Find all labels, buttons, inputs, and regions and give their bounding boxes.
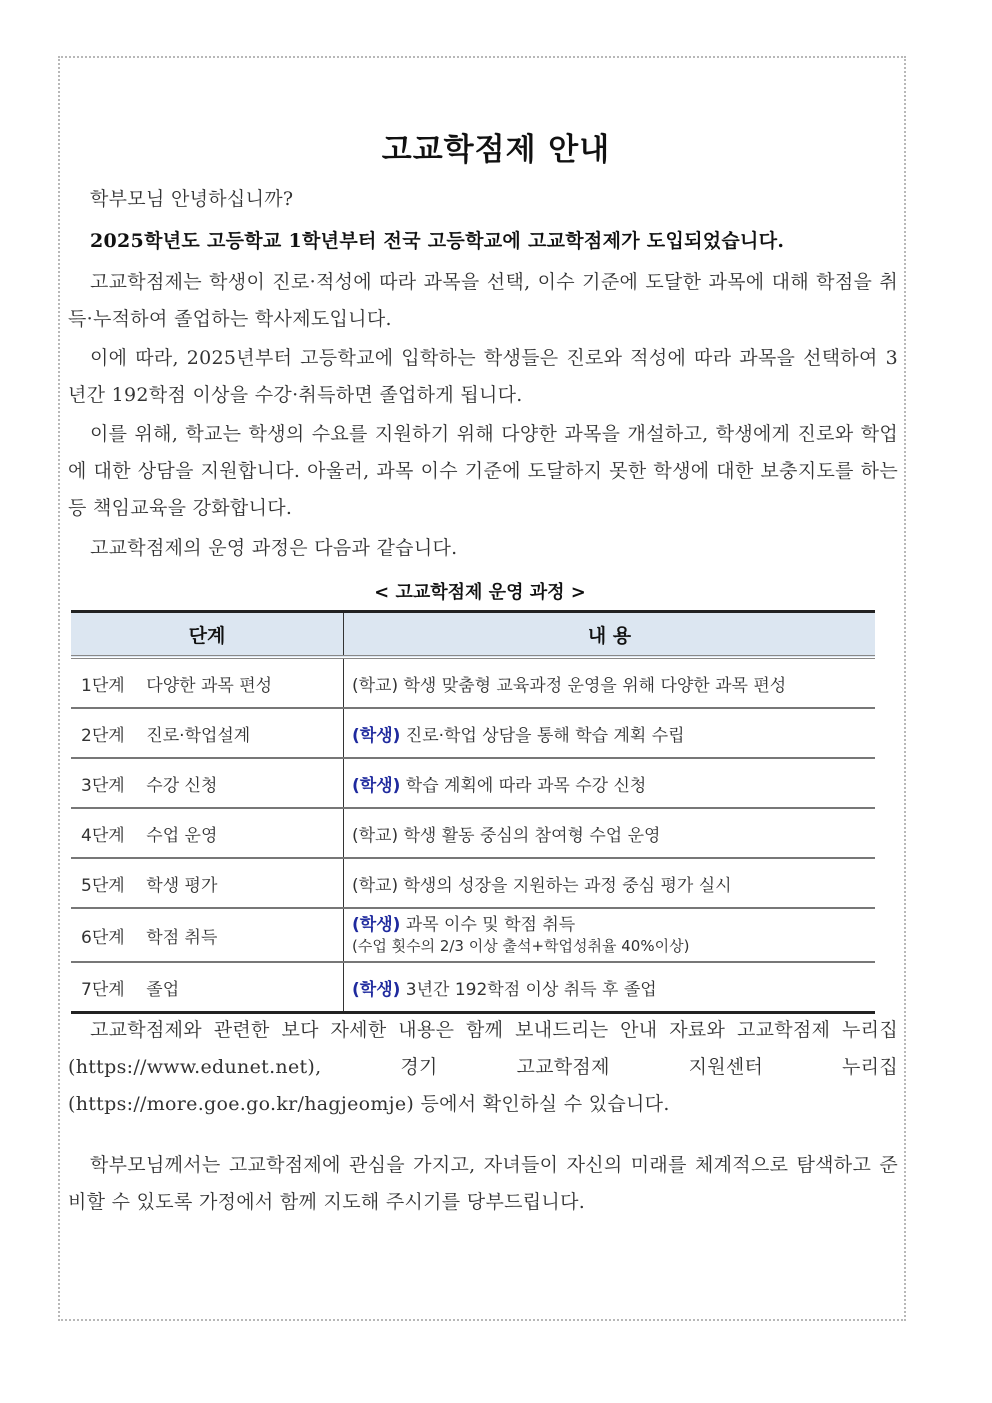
definition-paragraph: 고교학점제는 학생이 진로·적성에 따라 과목을 선택, 이수 기준에 도달한 과목에 대해 학점을 취득·누적하여 졸업하는 학사제도입니다. bbox=[68, 271, 898, 330]
header-stage: 단계 bbox=[71, 612, 344, 658]
table-header-row bbox=[71, 612, 875, 658]
stage-cell: 5단계 학생 평가 bbox=[71, 858, 344, 908]
content-text: 학생 활동 중심의 참여형 수업 운영 bbox=[398, 825, 661, 846]
actor-label: (학교) bbox=[352, 675, 399, 696]
content-note: (수업 횟수의 2/3 이상 출석+학업성취율 40%이상) bbox=[352, 937, 690, 955]
table-row bbox=[71, 758, 875, 808]
actor-label: (학생) bbox=[352, 915, 401, 935]
stage-cell: 2단계 진로·학업설계 bbox=[71, 708, 344, 758]
content-text: 학습 계획에 따라 과목 수강 신청 bbox=[400, 775, 647, 796]
support-paragraph: 이를 위해, 학교는 학생의 수요를 지원하기 위해 다양한 과목을 개설하고, 학생에게 진로와 학업에 대한 상담을 지원합니다. 아울러, 과목 이수 기준에 도달하지 못한 학생에 대한 보충지도를 하는 등 책임교육을 강화합니다. bbox=[68, 423, 898, 519]
content-cell bbox=[344, 908, 876, 962]
stage-cell: 4단계 수업 운영 bbox=[71, 808, 344, 858]
content-main-line bbox=[352, 914, 874, 936]
requirement-paragraph: 이에 따라, 2025년부터 고등학교에 입학하는 학생들은 진로와 적성에 따라 과목을 선택하여 3년간 192학점 이상을 수강·취득하면 졸업하게 됩니다. bbox=[68, 347, 898, 406]
content-text: 과목 이수 및 학점 취득 bbox=[400, 915, 576, 935]
content-text: 학생 맞춤형 교육과정 운영을 위해 다양한 과목 편성 bbox=[398, 675, 787, 696]
actor-label: (학생) bbox=[352, 725, 401, 746]
more-info-paragraph: 고교학점제와 관련한 보다 자세한 내용은 함께 보내드리는 안내 자료와 고교학점제 누리집(https://www.edunet.net), 경기 고교학점제 지원센터 누리집(https://more.goe.go.kr/hagjeomje) 등에서 확인하실 수 있습니다. bbox=[68, 1019, 898, 1115]
content-text: 진로·학업 상담을 통해 학습 계획 수립 bbox=[400, 725, 685, 746]
closing-paragraph: 학부모님께서는 고교학점제에 관심을 가지고, 자녀들이 자신의 미래를 체계적으로 탐색하고 준비할 수 있도록 가정에서 함께 지도해 주시기를 당부드립니다. bbox=[68, 1154, 898, 1213]
table-row bbox=[71, 708, 875, 758]
stage-cell: 6단계 학점 취득 bbox=[71, 908, 344, 962]
content-cell bbox=[344, 962, 876, 1013]
content-text: 학생의 성장을 지원하는 과정 중심 평가 실시 bbox=[398, 875, 732, 896]
process-table bbox=[71, 610, 875, 1014]
process-intro: 고교학점제의 운영 과정은 다음과 같습니다. bbox=[90, 537, 458, 559]
intro-paragraph bbox=[68, 223, 898, 260]
table-row bbox=[71, 962, 875, 1013]
page-title: 고교학점제 안내 bbox=[381, 132, 611, 168]
stage-cell: 1단계 다양한 과목 편성 bbox=[71, 657, 344, 708]
table-row bbox=[71, 657, 875, 708]
content-cell bbox=[344, 657, 876, 708]
content-cell bbox=[344, 708, 876, 758]
actor-label: (학교) bbox=[352, 825, 399, 846]
content-cell bbox=[344, 808, 876, 858]
content-cell bbox=[344, 858, 876, 908]
table-row bbox=[71, 858, 875, 908]
content-cell bbox=[344, 758, 876, 808]
actor-label: (학생) bbox=[352, 775, 401, 796]
table-row bbox=[71, 908, 875, 962]
actor-label: (학생) bbox=[352, 979, 401, 1000]
stage-cell: 7단계 졸업 bbox=[71, 962, 344, 1013]
table-caption: < 고교학점제 운영 과정 > bbox=[374, 582, 586, 603]
content-text: 3년간 192학점 이상 취득 후 졸업 bbox=[400, 979, 657, 1000]
intro-text: 2025학년도 고등학교 1학년부터 전국 고등학교에 고교학점제가 도입되었습니다. bbox=[90, 230, 785, 252]
actor-label: (학교) bbox=[352, 875, 399, 896]
stage-cell: 3단계 수강 신청 bbox=[71, 758, 344, 808]
header-content: 내 용 bbox=[344, 612, 876, 658]
table-row bbox=[71, 808, 875, 858]
greeting: 학부모님 안녕하십니까? bbox=[90, 188, 294, 210]
